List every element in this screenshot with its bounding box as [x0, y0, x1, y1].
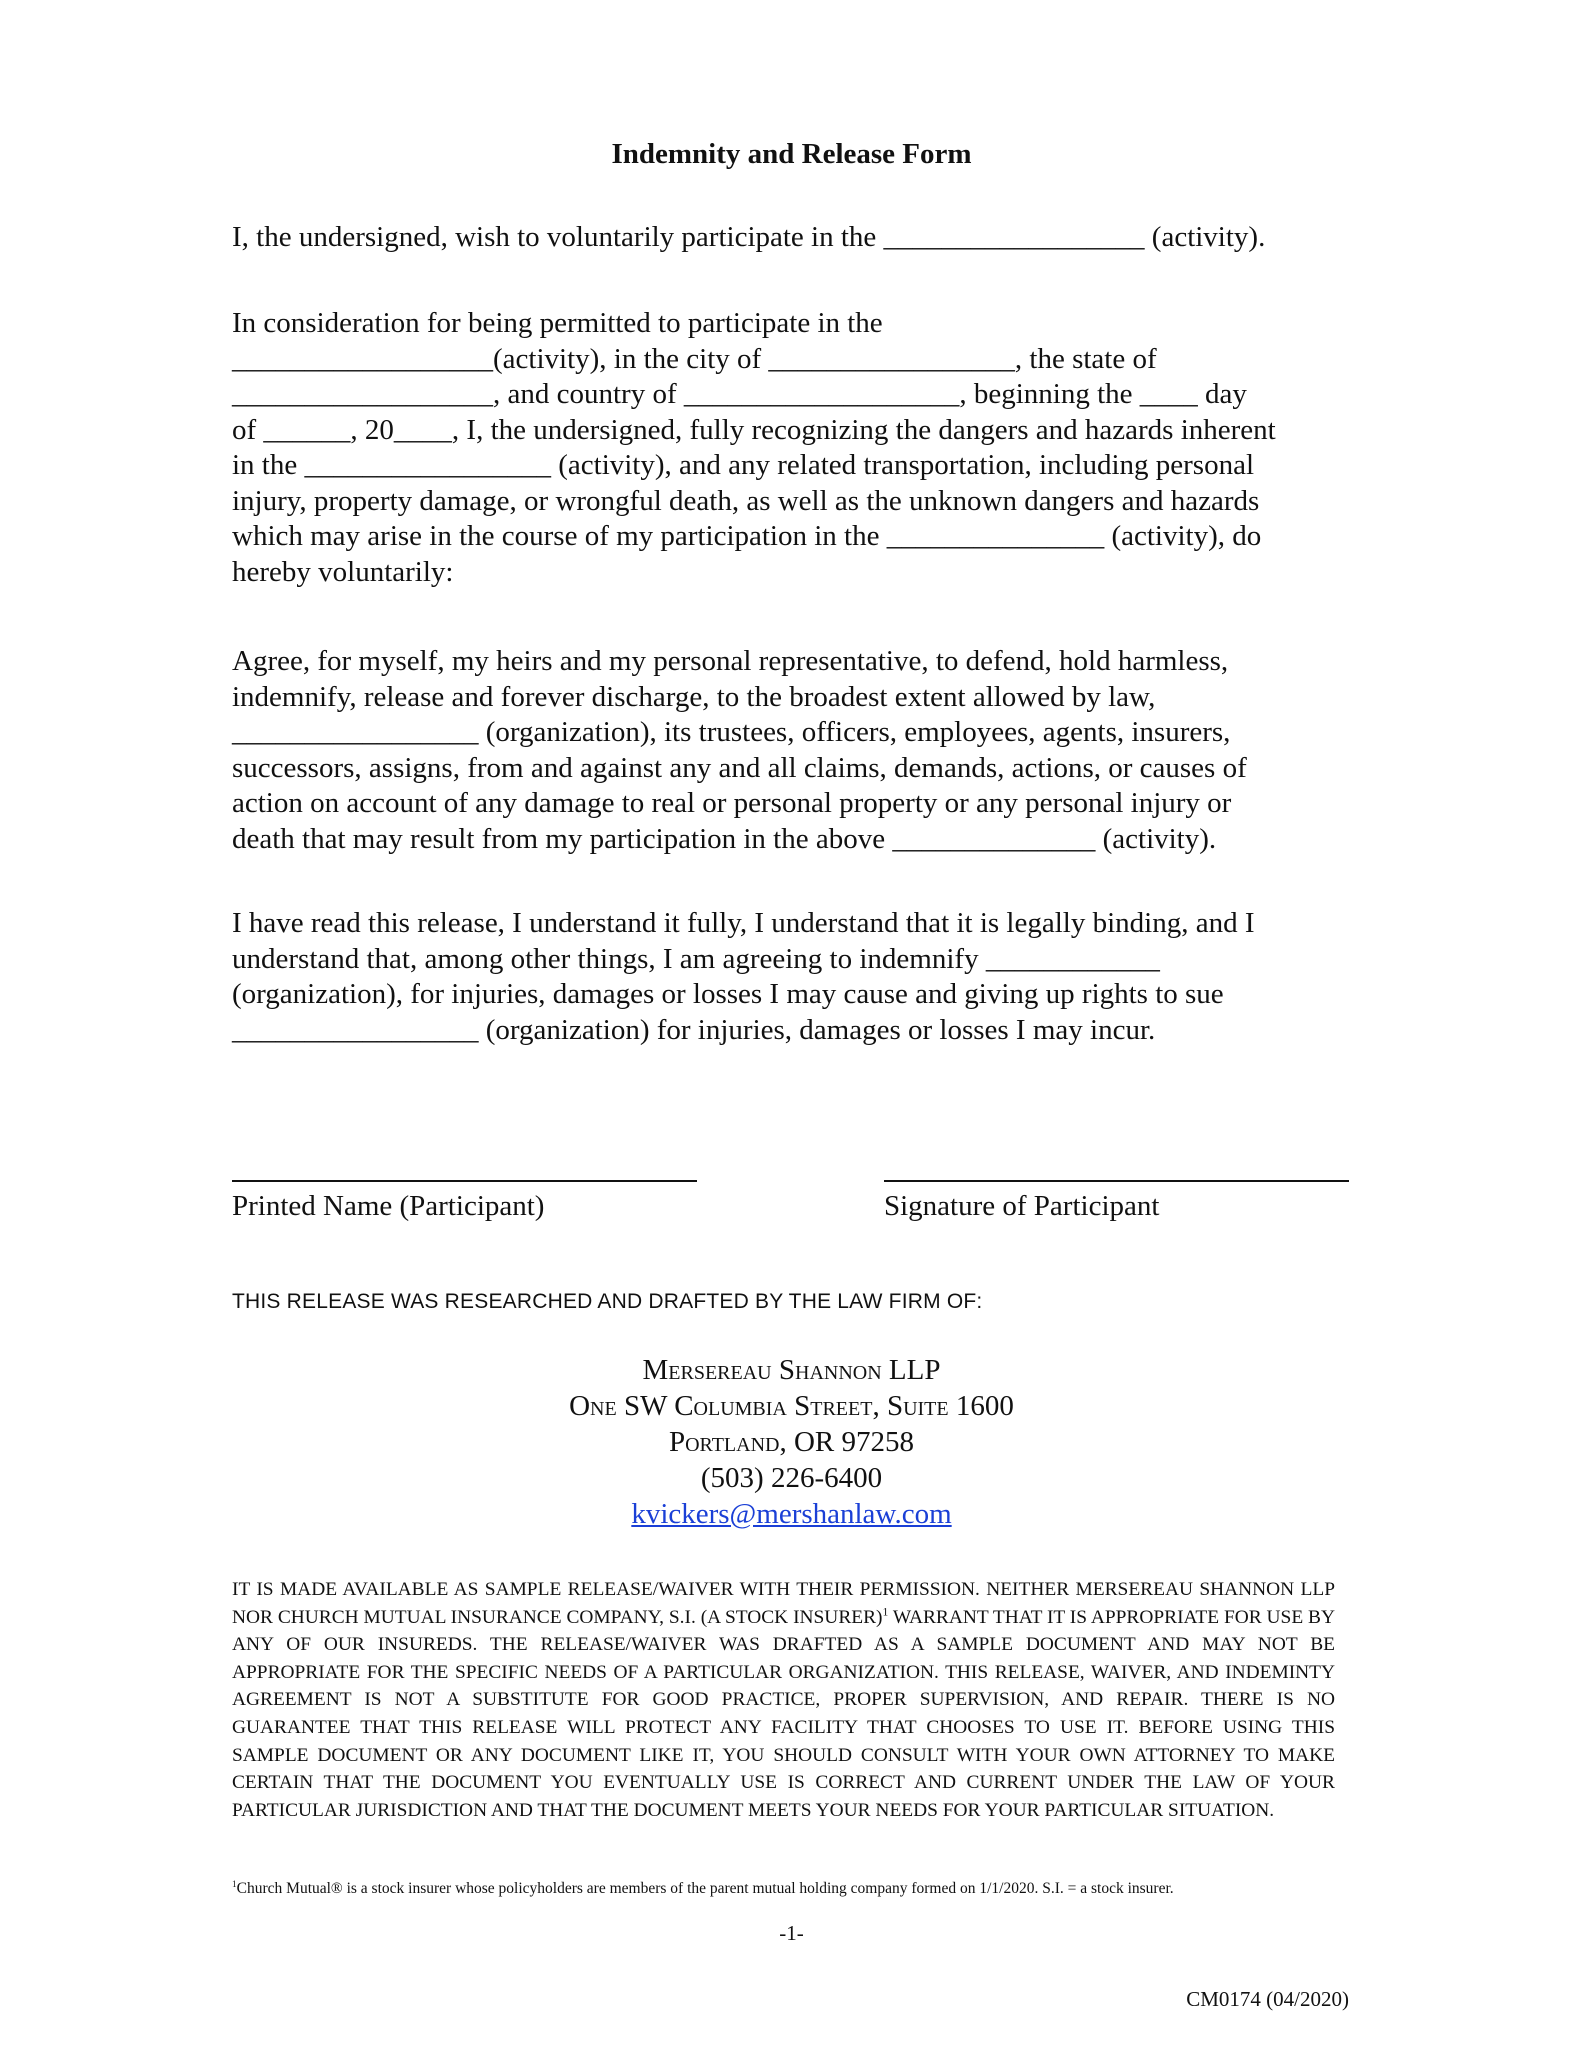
footnote-text: Church Mutual® is a stock insurer whose policyholders are members of the parent mutual holding company formed on 1/1/2020. S.I. = a stock insurer. [236, 1880, 1174, 1897]
footnote-reference: 1 [882, 1605, 889, 1619]
firm-email-link[interactable]: kvickers@mershanlaw.com [631, 1498, 952, 1530]
footnote [232, 1880, 1350, 1898]
drafted-by-notice: THIS RELEASE WAS RESEARCHED AND DRAFTED BY THE LAW FIRM OF: [232, 1290, 983, 1313]
printed-name-line [232, 1180, 697, 1182]
form-code: CM0174 (04/2020) [1186, 1987, 1349, 2011]
disclaimer-text-start: IT IS MADE AVAILABLE AS SAMPLE RELEASE/WAIVER WITH THEIR PERMISSION. NEITHER MERSEREAU SHANNON LLP NOR CHURCH MUTUAL INSURANCE COMPANY, S.I. (A STOCK INSURER) [232, 1579, 1335, 1628]
acknowledgement-paragraph: I have read this release, I understand it fully, I understand that it is legally binding, and I understand that, among other things, I am agreeing to indemnify ____________ (organization), for injuries, damages or losses I may cause and giving up rights to sue _________________ (organization) for injuries, damages or losses I may incur. [232, 907, 1255, 1046]
agreement-paragraph: Agree, for myself, my heirs and my personal representative, to defend, hold harmless, indemnify, release and forever discharge, to the broadest extent allowed by law, _________________ (organization), its trustees, officers, employees, agents, insurers, successors, assigns, from and against any and all claims, demands, actions, or causes of action on account of any damage to real or personal property or any personal injury or death that may result from my participation in the above ______________ (activity). [232, 645, 1247, 855]
footnote-mark: 1 [232, 1879, 237, 1890]
firm-phone: (503) 226-6400 [700, 1462, 883, 1494]
law-firm-contact [0, 1352, 1583, 1532]
page-number: -1- [779, 1921, 804, 1945]
firm-name: Mersereau Shannon LLP [642, 1354, 941, 1386]
signature-label: Signature of Participant [884, 1190, 1160, 1222]
disclaimer-paragraph [232, 1576, 1335, 1824]
disclaimer-text-end: WARRANT THAT IT IS APPROPRIATE FOR USE BY ANY OF OUR INSUREDS. THE RELEASE/WAIVER WAS DRAFTED AS A SAMPLE DOCUMENT AND MAY NOT BE APPROPRIATE FOR THE SPECIFIC NEEDS OF A PARTICULAR ORGANIZATION. THIS RELEASE, WAIVER, AND INDEMINTY AGREEMENT IS NOT A SUBSTITUTE FOR GOOD PRACTICE, PROPER SUPERVISION, AND REPAIR. THERE IS NO GUARANTEE THAT THIS RELEASE WILL PROTECT ANY FACILITY THAT CHOOSES TO USE IT. BEFORE USING THIS SAMPLE DOCUMENT OR ANY DOCUMENT LIKE IT, YOU SHOULD CONSULT WITH YOUR OWN ATTORNEY TO MAKE CERTAIN THAT THE DOCUMENT YOU EVENTUALLY USE IS CORRECT AND CURRENT UNDER THE LAW OF YOUR PARTICULAR JURISDICTION AND THAT THE DOCUMENT MEETS YOUR NEEDS FOR YOUR PARTICULAR SITUATION. [232, 1606, 1335, 1821]
printed-name-label: Printed Name (Participant) [232, 1190, 545, 1222]
consideration-paragraph: In consideration for being permitted to participate in the __________________(activity), in the city of _________________, the state of __________________, and country of ___________________, beginning the ____ day of ______, 20____, I, the undersigned, fully recognizing the dangers and hazards inherent in the _________________ (activity), and any related transportation, including personal injury, property damage, or wrongful death, as well as the unknown dangers and hazards which may arise in the course of my participation in the _______________ (activity), do hereby voluntarily: [232, 307, 1276, 588]
firm-email [0, 1496, 1583, 1532]
document-title: Indemnity and Release Form [611, 138, 972, 170]
signature-line [884, 1180, 1349, 1182]
firm-address: One SW Columbia Street, Suite 1600 [569, 1390, 1014, 1422]
intro-paragraph: I, the undersigned, wish to voluntarily participate in the __________________ (activity). [232, 221, 1266, 253]
firm-city: Portland, OR 97258 [668, 1426, 914, 1458]
